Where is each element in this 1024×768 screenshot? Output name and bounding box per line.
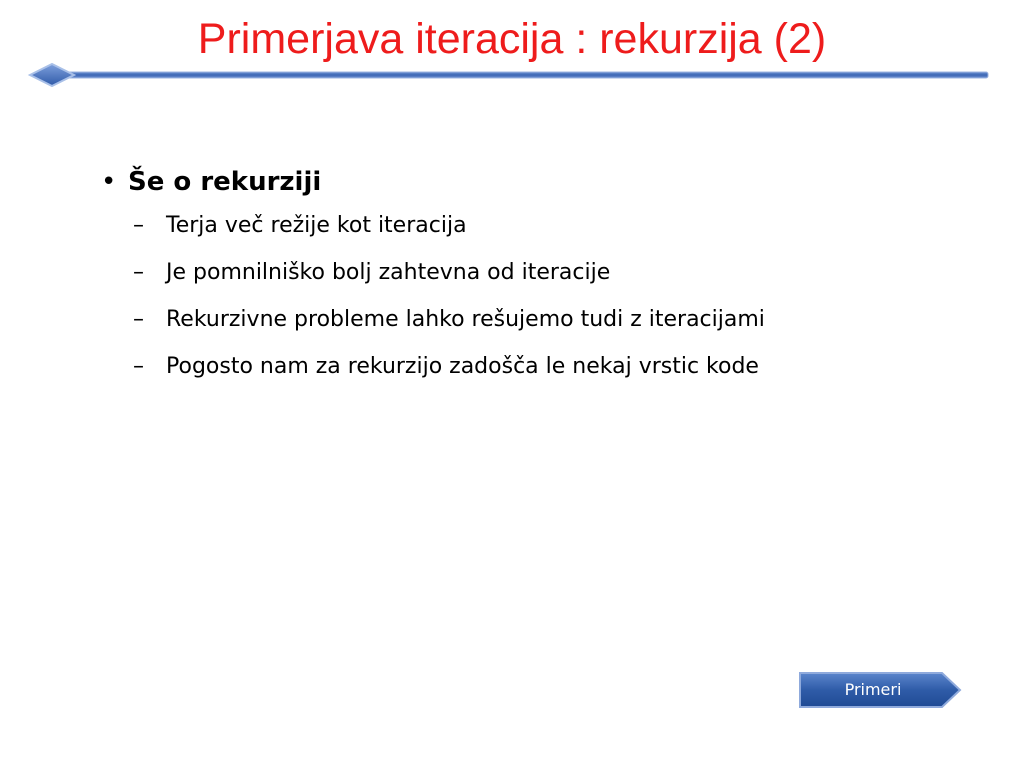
sub-bullet (101, 351, 1001, 383)
title-divider (0, 0, 1024, 100)
sub-bullet-text: Je pomnilniško bolj zahtevna od iteracije (166, 260, 611, 285)
sub-bullet-text: Terja več režije kot iteracija (166, 213, 467, 238)
primeri-button[interactable] (798, 671, 962, 709)
main-bullet (101, 162, 1001, 202)
slide-title: Primerjava iteracija : rekurzija (2) (197, 15, 827, 63)
sub-bullet (101, 210, 1001, 242)
sub-bullet-dash: – (133, 213, 144, 238)
bullet-dot: • (101, 167, 117, 197)
sub-bullet-dash: – (133, 260, 144, 285)
primeri-button-label: Primeri (844, 680, 902, 699)
sub-bullet-text: Pogosto nam za rekurzijo zadošča le nekaj vrstic kode (166, 354, 759, 379)
sub-bullet (101, 257, 1001, 289)
divider-line (40, 72, 988, 78)
divider-diamond-icon (30, 64, 74, 86)
main-bullet-text: Še o rekurziji (128, 167, 322, 197)
sub-bullet-dash: – (133, 307, 144, 332)
sub-bullet-text: Rekurzivne probleme lahko rešujemo tudi z iteracijami (166, 307, 765, 332)
sub-bullet (101, 304, 1001, 336)
sub-bullet-list (101, 210, 1001, 383)
sub-bullet-dash: – (133, 354, 144, 379)
slide-content (101, 162, 1001, 398)
